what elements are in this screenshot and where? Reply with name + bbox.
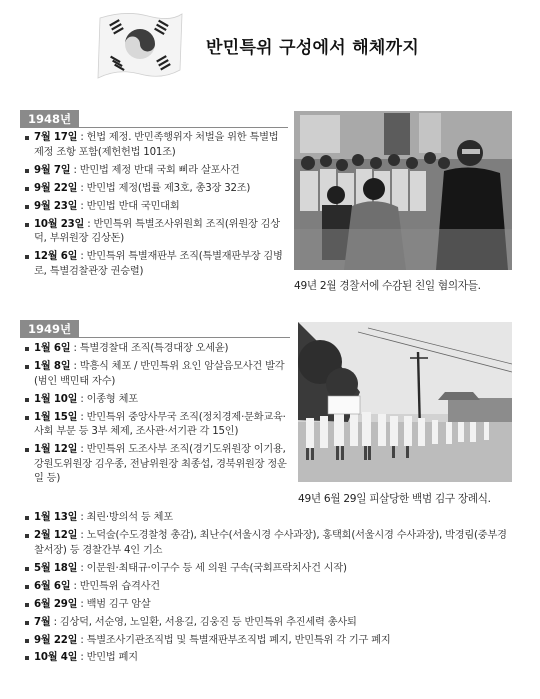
event-item: 2월 12일 : 노덕술(수도경찰청 총감), 최난수(서울시경 수사과장), 홍택희(서울시경 수사과장), 박경림(중부경찰서장) 등 경찰간부 4인 기소	[24, 529, 516, 558]
event-item: 1월 15일 : 반민특위 중앙사무국 조직(정치경제·문화교육·사회 부문 등 3부 체제, 조사관·서기관 각 15인)	[24, 411, 288, 440]
event-item: 1월 13일 : 최린·방의석 등 체포	[24, 511, 516, 526]
event-item: 1월 12일 : 반민특위 도조사부 조직(경기도위원장 이기용, 강원도위원장 김우종, 전남위원장 최종섭, 경북위원장 정운일 등)	[24, 443, 288, 487]
photo-caption: 49년 6월 29일 피살당한 백범 김구 장례식.	[298, 493, 491, 505]
event-item: 1월 8일 : 박흥식 체포 / 반민특위 요인 암살음모사건 발각(범인 백민태 자수)	[24, 360, 288, 389]
photo-detained-suspects	[294, 111, 512, 270]
year-divider	[20, 337, 290, 338]
year-header	[0, 320, 280, 338]
event-item: 1월 6일 : 특별경찰대 조직(특경대장 오세윤)	[24, 342, 288, 357]
event-item: 10월 23일 : 반민특위 특별조사위원회 조직(위원장 김상덕, 부위원장 김상돈)	[24, 218, 286, 247]
event-item: 6월 29일 : 백범 김구 암살	[24, 598, 516, 613]
event-list-1949-upper	[24, 342, 288, 490]
event-item: 9월 22일 : 특별조사기관조직법 및 특별재판부조직법 폐지, 반민특위 각 기구 폐지	[24, 634, 516, 649]
photo-detained-suspects-image	[294, 111, 512, 270]
photo-caption: 49년 2월 경찰서에 수감된 친일 혐의자들.	[294, 280, 481, 292]
event-list-1949-lower	[24, 511, 516, 669]
event-item: 7월 17일 : 헌법 제정. 반민족행위자 처벌을 위한 특별법 제정 조항 포함(제헌헌법 101조)	[24, 131, 286, 160]
page-title: 반민특위 구성에서 해체까지	[206, 38, 420, 58]
event-item: 7월 : 김상덕, 서순영, 노일환, 서용길, 김웅진 등 반민특위 추진세력 총사퇴	[24, 616, 516, 631]
event-item: 10월 4일 : 반민법 폐지	[24, 651, 516, 666]
event-item: 5월 18일 : 이문원·최태규·이구수 등 세 의원 구속(국회프락치사건 시작)	[24, 562, 516, 577]
year-header	[0, 110, 280, 128]
photo-kimgu-funeral-image	[298, 322, 512, 482]
year-divider	[20, 127, 288, 128]
event-item: 12월 6일 : 반민특위 특별재판부 조직(특별재판부장 김병로, 특별검찰관장 권승렬)	[24, 250, 286, 279]
event-list-1948	[24, 131, 286, 283]
event-item: 9월 22일 : 반민법 제정(법률 제3호, 총3장 32조)	[24, 182, 286, 197]
event-item: 1월 10일 : 이종형 체포	[24, 393, 288, 408]
event-item: 9월 23일 : 반민법 반대 국민대회	[24, 200, 286, 215]
photo-kimgu-funeral	[298, 322, 512, 482]
year-badge: 1949년	[20, 320, 79, 338]
event-item: 6월 6일 : 반민특위 습격사건	[24, 580, 516, 595]
event-item: 9월 7일 : 반민법 제정 반대 국회 삐라 살포사건	[24, 164, 286, 179]
year-badge: 1948년	[20, 110, 79, 128]
page-header	[0, 0, 540, 95]
taegukgi-flag-icon	[96, 8, 184, 82]
